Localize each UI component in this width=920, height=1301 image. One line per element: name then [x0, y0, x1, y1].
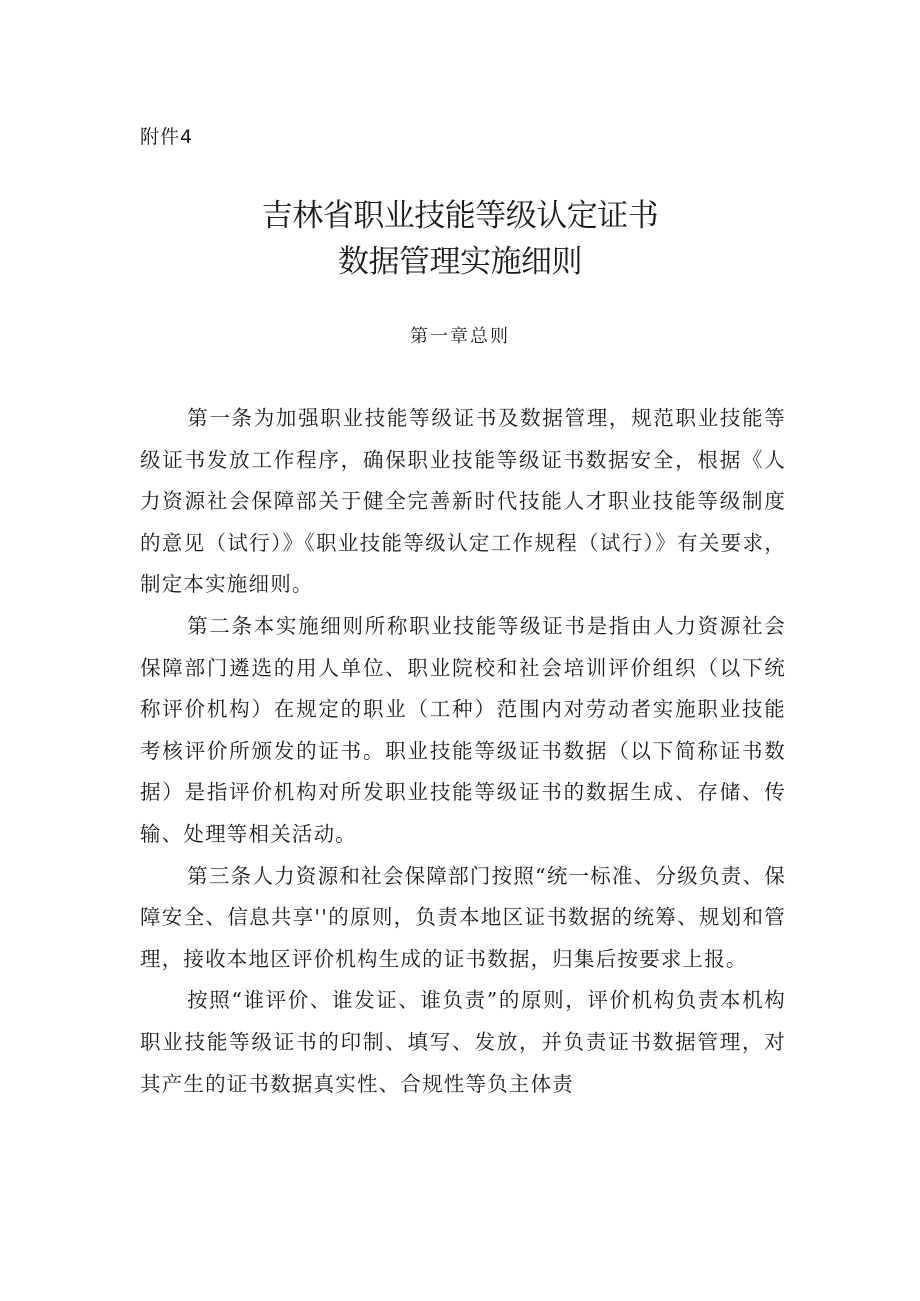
article-3-continuation-paragraph: 按照“谁评价、谁发证、谁负责”的原则，评价机构负责本机构职业技能等级证书的印制、填写、发放，并负责证书数据管理，对其产生的证书数据真实性、合规性等负主体责 [140, 988, 786, 1096]
chapter-heading: 第一章总则 [410, 326, 510, 347]
document-title-line-1: 吉林省职业技能等级认定证书 [261, 198, 659, 234]
document-body [140, 398, 786, 1105]
document-title-line-2: 数据管理实施细则 [338, 244, 582, 280]
article-2-paragraph: 第二条本实施细则所称职业技能等级证书是指由人力资源社会保障部门遴选的用人单位、职业院校和社会培训评价组织（以下统称评价机构）在规定的职业（工种）范围内对劳动者实施职业技能考核评价所颁发的证书。职业技能等级证书数据（以下简称证书数据）是指评价机构对所发职业技能等级证书的数据生成、存储、传输、处理等相关活动。 [140, 613, 786, 846]
article-1-paragraph: 第一条为加强职业技能等级证书及数据管理，规范职业技能等级证书发放工作程序，确保职业技能等级证书数据安全，根据《人力资源社会保障部关于健全完善新时代技能人才职业技能等级制度的意见（试行）》《职业技能等级认定工作规程（试行）》有关要求，制定本实施细则。 [140, 406, 786, 597]
attachment-label: 附件4 [140, 126, 194, 148]
article-3-paragraph: 第三条人力资源和社会保障部门按照“统一标准、分级负责、保障安全、信息共享''的原则，负责本地区证书数据的统筹、规划和管理，接收本地区评价机构生成的证书数据，归集后按要求上报。 [140, 863, 786, 971]
